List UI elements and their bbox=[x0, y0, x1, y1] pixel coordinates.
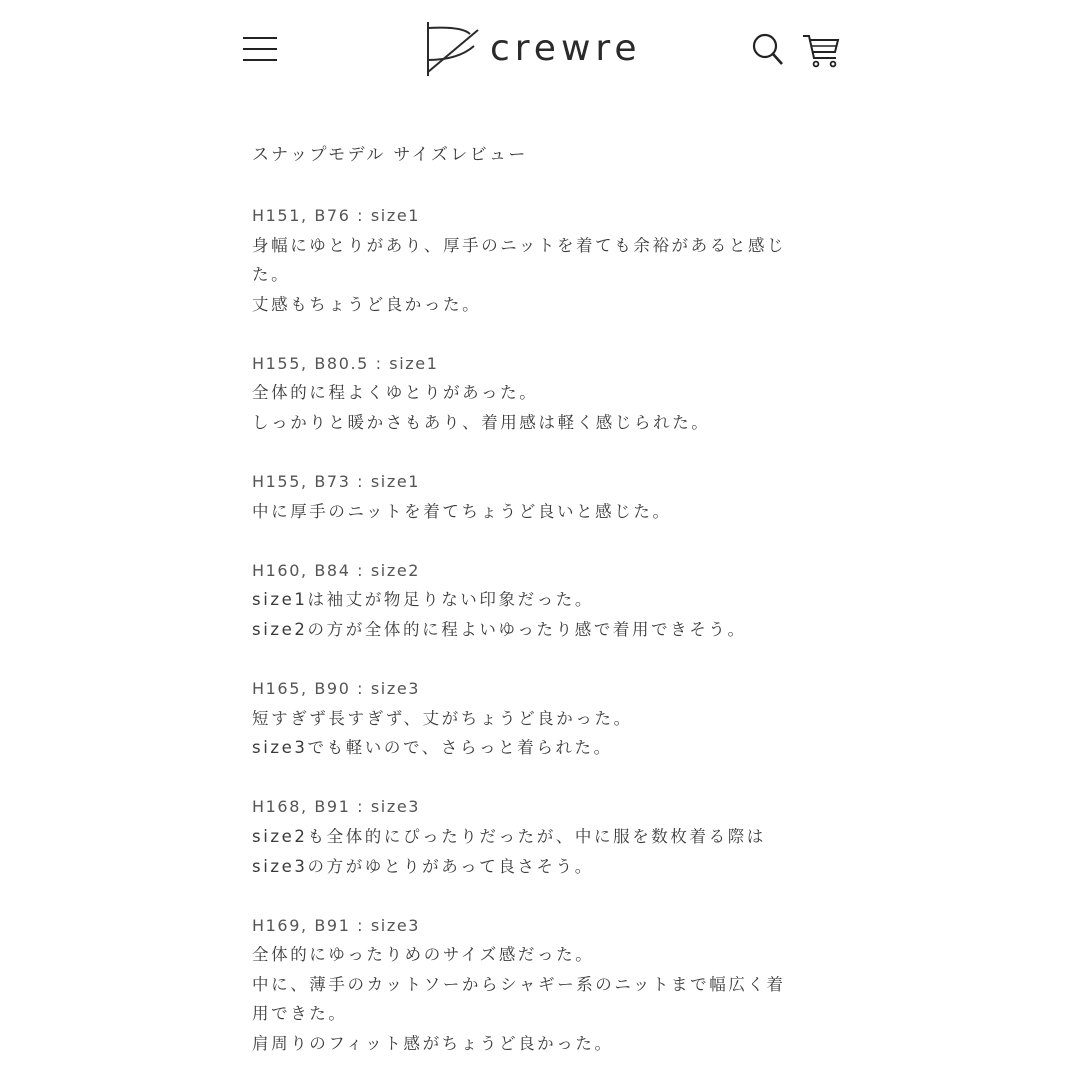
size-review-article bbox=[252, 140, 842, 1088]
site-header bbox=[0, 0, 1080, 100]
cart-icon bbox=[800, 30, 844, 70]
review-text-line: 全体的に程よくゆとりがあった。 bbox=[252, 383, 539, 403]
search-button[interactable] bbox=[748, 30, 786, 70]
review-text-line: た。 bbox=[252, 265, 291, 285]
review-text-line: 用できた。 bbox=[252, 1004, 348, 1024]
review-model-spec: H155, B80.5 : size1 bbox=[252, 353, 439, 373]
article-title: スナップモデル サイズレビュー bbox=[252, 145, 528, 165]
review-text-line: 肩周りのフィット感がちょうど良かった。 bbox=[252, 1034, 614, 1054]
review-text-line: 全体的にゆったりめのサイズ感だった。 bbox=[252, 945, 595, 965]
search-icon bbox=[748, 30, 786, 70]
review-item bbox=[252, 467, 842, 526]
review-text-line: size3でも軽いので、さらっと着られた。 bbox=[252, 738, 613, 758]
brand-mark-icon bbox=[422, 20, 484, 78]
brand-logo[interactable] bbox=[422, 20, 672, 78]
review-item bbox=[252, 201, 842, 319]
review-text-line: size2の方が全体的に程よいゆったり感で着用できそう。 bbox=[252, 620, 747, 640]
review-item bbox=[252, 674, 842, 763]
review-item bbox=[252, 556, 842, 645]
review-text-line: 丈感もちょうど良かった。 bbox=[252, 294, 482, 314]
cart-button[interactable] bbox=[800, 30, 844, 70]
review-text-line: 身幅にゆとりがあり、厚手のニットを着ても余裕があると感じ bbox=[252, 235, 787, 255]
review-model-spec: H168, B91 : size3 bbox=[252, 797, 421, 817]
menu-bar bbox=[243, 37, 277, 39]
review-item bbox=[252, 349, 842, 438]
hamburger-menu-button[interactable] bbox=[240, 30, 280, 68]
review-model-spec: H151, B76 : size1 bbox=[252, 206, 421, 225]
brand-name: crewre bbox=[490, 28, 642, 69]
review-text-line: size2も全体的にぴったりだったが、中に服を数枚着る際は bbox=[252, 827, 766, 846]
review-model-spec: H165, B90 : size3 bbox=[252, 679, 421, 699]
review-model-spec: H160, B84 : size2 bbox=[252, 560, 421, 580]
review-text-line: size3の方がゆとりがあって良さそう。 bbox=[252, 856, 594, 876]
review-model-spec: H169, B91 : size3 bbox=[252, 915, 421, 935]
review-text-line: 中に厚手のニットを着てちょうど良いと感じた。 bbox=[252, 501, 672, 521]
review-model-spec: H155, B73 : size1 bbox=[252, 472, 421, 492]
menu-bar bbox=[243, 59, 277, 61]
menu-bar bbox=[243, 48, 277, 50]
review-item bbox=[252, 792, 842, 881]
review-text-line: 短すぎず長すぎず、丈がちょうど良かった。 bbox=[252, 708, 633, 728]
review-text-line: size1は袖丈が物足りない印象だった。 bbox=[252, 590, 594, 610]
review-text-line: しっかりと暖かさもあり、着用感は軽く感じられた。 bbox=[252, 413, 711, 433]
review-text-line: 中に、薄手のカットソーからシャギー系のニットまで幅広く着 bbox=[252, 974, 786, 994]
review-item bbox=[252, 911, 842, 1059]
